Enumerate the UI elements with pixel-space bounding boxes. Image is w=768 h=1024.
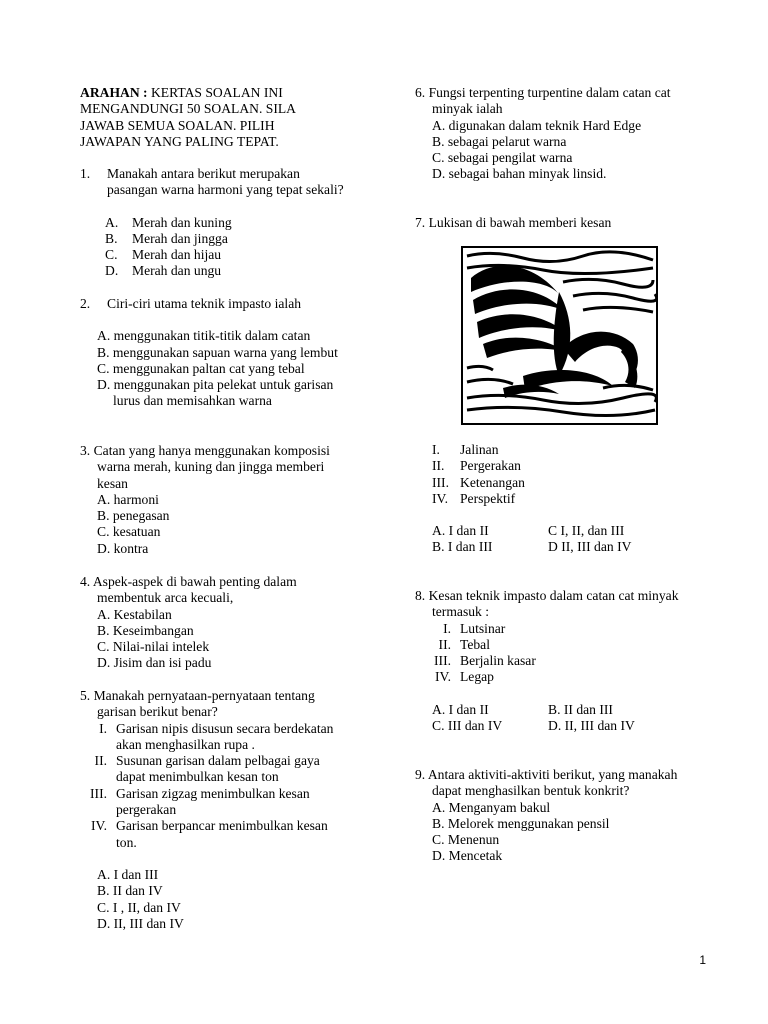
answer-option: B. penegasan <box>97 508 170 524</box>
answer-option: C. kesatuan <box>97 524 161 540</box>
question-text: 7. Lukisan di bawah memberi kesan <box>415 215 612 230</box>
answer-option: D. menggunakan pita pelekat untuk garisan <box>97 377 334 393</box>
instructions-line: KERTAS SOALAN INI <box>147 85 283 100</box>
answer-option: D. II, III dan IV <box>548 718 635 734</box>
answer-option: A. harmoni <box>97 491 159 507</box>
question-text: minyak ialah <box>432 101 503 117</box>
statement: I. Jalinan <box>432 442 499 457</box>
answer-option: B. menggunakan sapuan warna yang lembut <box>97 344 338 360</box>
answer-option: C. Merah dan hijau <box>105 247 222 263</box>
answer-option: A. digunakan dalam teknik Hard Edge <box>432 117 642 133</box>
question-text: warna merah, kuning dan jingga memberi <box>97 459 325 475</box>
page-number: 1 <box>699 953 706 967</box>
question-text: kesan <box>97 475 128 491</box>
question-text: 8. Kesan teknik impasto dalam catan cat minyak <box>415 588 679 603</box>
statement: III. Berjalin kasar <box>434 653 536 669</box>
answer-option: C. I , II, dan IV <box>97 899 181 915</box>
question-4 <box>80 574 380 672</box>
answer-option: A. Menganyam bakul <box>432 799 551 815</box>
question-7-statements <box>415 442 715 556</box>
question-text: 3. Catan yang hanya menggunakan komposisi <box>80 443 330 458</box>
answer-option: A. I dan II <box>432 523 489 539</box>
instructions-line: MENGANDUNGI 50 SOALAN. SILA <box>80 101 296 117</box>
question-text: 4. Aspek-aspek di bawah penting dalam <box>80 574 297 589</box>
question-3 <box>80 443 380 557</box>
answer-option: B. Melorek menggunakan pensil <box>432 815 610 831</box>
statement: IV. Legap <box>435 669 494 685</box>
statement: II. Susunan garisan dalam pelbagai gaya <box>94 753 320 769</box>
answer-option: B. Merah dan jingga <box>105 230 228 246</box>
statement-continuation: akan menghasilkan rupa . <box>116 736 255 752</box>
answer-option: C. III dan IV <box>432 718 503 734</box>
question-text: pasangan warna harmoni yang tepat sekali? <box>107 182 344 198</box>
answer-option: A. I dan II <box>432 701 489 717</box>
question-text: 5. Manakah pernyataan-pernyataan tentang <box>80 688 315 703</box>
question-text: termasuk : <box>432 604 490 620</box>
swan-woodcut-image <box>461 246 658 425</box>
answer-option: C. sebagai pengilat warna <box>432 150 573 166</box>
question-2 <box>80 296 380 410</box>
answer-options-grid <box>415 702 715 735</box>
answer-option: A. I dan III <box>97 866 159 882</box>
statement: III. Ketenangan <box>432 474 525 490</box>
question-6 <box>415 85 715 183</box>
instructions-line: JAWAB SEMUA SOALAN. PILIH <box>80 117 275 133</box>
answer-option: C. Nilai-nilai intelek <box>97 639 210 655</box>
statement: I. Garisan nipis disusun secara berdekatan <box>99 720 334 736</box>
answer-option: D. sebagai bahan minyak linsid. <box>432 166 607 182</box>
statement-continuation: pergerakan <box>116 802 177 818</box>
answer-option: D. Jisim dan isi padu <box>97 655 212 671</box>
question-text: 9. Antara aktiviti-aktiviti berikut, yang manakah <box>415 767 678 782</box>
question-text: 6. Fungsi terpenting turpentine dalam catan cat <box>415 85 671 100</box>
statement: III. Garisan zigzag menimbulkan kesan <box>90 785 310 801</box>
question-1 <box>80 166 380 280</box>
statement: IV. Garisan berpancar menimbulkan kesan <box>91 818 328 834</box>
question-number: 2. <box>80 296 91 311</box>
question-text: garisan berikut benar? <box>97 704 218 720</box>
answer-option: D. kontra <box>97 540 149 556</box>
question-8 <box>415 588 715 734</box>
answer-option: A. Merah dan kuning <box>105 214 232 230</box>
answer-option: C. Menenun <box>432 832 500 848</box>
answer-option: C. menggunakan paltan cat yang tebal <box>97 360 305 376</box>
answer-options-grid <box>415 523 715 556</box>
answer-option-continuation: lurus dan memisahkan warna <box>113 393 272 409</box>
statement-continuation: dapat menimbulkan kesan ton <box>116 769 279 785</box>
answer-option: A. Kestabilan <box>97 606 172 622</box>
answer-option: D II, III dan IV <box>548 539 632 555</box>
answer-option: B. II dan III <box>548 701 613 717</box>
instructions-line: JAWAPAN YANG PALING TEPAT. <box>80 133 279 149</box>
answer-option: A. menggunakan titik-titik dalam catan <box>97 328 311 344</box>
question-text: Ciri-ciri utama teknik impasto ialah <box>107 296 302 311</box>
statement-continuation: ton. <box>116 834 137 850</box>
statement: IV. Perspektif <box>432 490 516 506</box>
question-text: membentuk arca kecuali, <box>97 590 234 606</box>
statement: II. Tebal <box>438 636 490 652</box>
answer-option: C I, II, dan III <box>548 523 625 539</box>
question-number: 1. <box>80 166 91 181</box>
answer-option: B. II dan IV <box>97 883 163 899</box>
question-7 <box>415 215 715 231</box>
question-9 <box>415 767 715 865</box>
question-5 <box>80 688 380 932</box>
question-text: Manakah antara berikut merupakan <box>107 166 300 181</box>
answer-option: B. Keseimbangan <box>97 622 194 638</box>
statement: I. Lutsinar <box>443 620 506 636</box>
answer-option: D. Mencetak <box>432 848 503 864</box>
answer-option: B. I dan III <box>432 539 493 555</box>
answer-option: D. II, III dan IV <box>97 915 184 931</box>
question-text: dapat menghasilkan bentuk konkrit? <box>432 783 630 799</box>
answer-option: D. Merah dan ungu <box>105 263 222 279</box>
instructions-label: ARAHAN : <box>80 85 148 100</box>
instructions <box>80 85 380 150</box>
answer-option: B. sebagai pelarut warna <box>432 133 567 149</box>
statement: II. Pergerakan <box>432 458 521 474</box>
